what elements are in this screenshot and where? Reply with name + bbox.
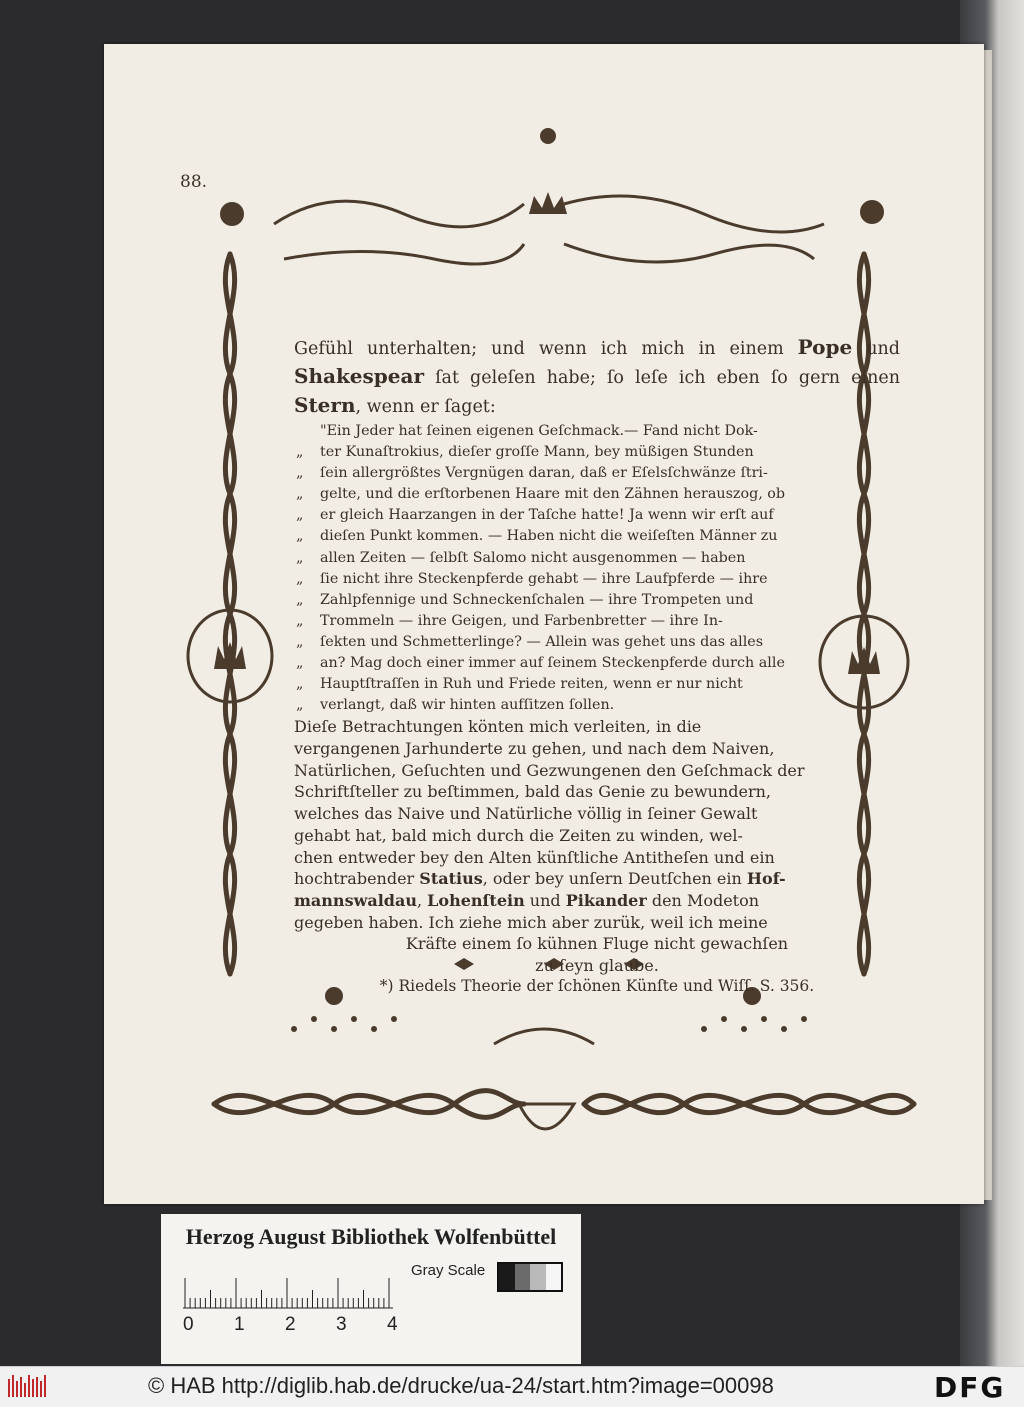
- quote-line-text: ſekten und Schmetterlinge? — Allein was gehet uns das alles: [320, 633, 764, 650]
- quote-line-text: Trommeln — ihre Geigen, und Farbenbretter — ihre In-: [320, 612, 723, 629]
- quote-mark: „: [296, 465, 304, 482]
- name-pikander: Pikander: [565, 890, 647, 910]
- quote-line-text: an? Mag doch einer immer auf ſeinem Steckenpferde durch alle: [320, 655, 785, 672]
- top-right-flower-ornament: [860, 200, 884, 224]
- name-stern: Stern: [294, 393, 356, 417]
- name-statius: Statius: [419, 869, 483, 889]
- main-text-block: [294, 334, 900, 995]
- quote-mark: „: [296, 486, 304, 503]
- quote-line-text: ſie nicht ihre Steckenpferde gehabt — ihre Laufpferde — ihre: [320, 570, 768, 587]
- body-line-text: den Modeton: [651, 890, 760, 910]
- page-number: 88.: [180, 172, 208, 192]
- quote-line-text: allen Zeiten — ſelbſt Salomo nicht ausgenommen — haben: [320, 549, 746, 566]
- body-line-text: ,: [416, 890, 423, 910]
- body-paragraph: [294, 716, 900, 976]
- body-line: Natürlichen, Geſuchten und Gezwungenen den Geſchmack der: [294, 760, 805, 780]
- ruler-number: 0: [183, 1314, 194, 1335]
- quote-line-text: dieſen Punkt kommen. — Haben nicht die weiſeſten Männer zu: [320, 528, 778, 545]
- quote-line: [294, 611, 900, 632]
- body-line: gehabt hat, bald mich durch die Zeiten zu winden, wel-: [294, 825, 743, 845]
- body-line: Kräfte einem ſo kühnen Fluge nicht gewachſen: [405, 934, 789, 954]
- quote-line: [294, 526, 900, 547]
- quote-line-text: verlangt, daß wir hinten aufſitzen ſollen.: [320, 697, 615, 714]
- ruler-number: 4: [387, 1314, 398, 1335]
- body-line: zu ſeyn glaube.: [535, 956, 659, 976]
- ruler-scale: [183, 1258, 403, 1312]
- gray-swatch: [499, 1264, 515, 1290]
- body-line: Dieſe Betrachtungen könten mich verleiten, in die: [294, 717, 702, 737]
- hab-barcode-logo-icon[interactable]: [8, 1375, 48, 1399]
- quote-mark: „: [296, 570, 304, 587]
- quote-mark: „: [296, 633, 304, 650]
- body-line: Schriftſteller zu beſtimmen, bald das Genie zu bewundern,: [294, 782, 772, 802]
- ruler-number: 3: [336, 1314, 347, 1335]
- footer-bar: [0, 1366, 1024, 1407]
- quote-line-text: gelte, und die erſtorbenen Haare mit den Zähnen herauszog, ob: [320, 486, 786, 503]
- name-hof: Hof-: [746, 869, 786, 889]
- quote-mark: „: [296, 549, 304, 566]
- intro-text: Gefühl unterhalten; und wenn ich mich in einem: [294, 339, 784, 359]
- top-crown-ornament: [529, 192, 567, 214]
- quote-line: [294, 653, 900, 674]
- quote-block: [294, 421, 900, 716]
- quote-line: [294, 674, 900, 695]
- quote-mark: „: [296, 655, 304, 672]
- quote-line: [294, 590, 900, 611]
- name-shakespear: Shakespear: [294, 364, 424, 388]
- gray-scale-swatches: [497, 1262, 563, 1292]
- ruler-number: 1: [234, 1314, 245, 1335]
- body-line-text: chen entweder bey den Alten künſtliche Antitheſen und ein: [294, 847, 775, 867]
- body-line: [294, 847, 900, 869]
- library-label-card: [161, 1214, 581, 1364]
- quote-mark: „: [296, 612, 304, 629]
- intro-paragraph: [294, 334, 900, 421]
- gray-swatch: [515, 1264, 531, 1290]
- quote-line-text: Zahlpfennige und Schneckenſchalen — ihre Trompeten und: [320, 591, 754, 608]
- book-page: [104, 44, 984, 1204]
- quote-mark: „: [296, 444, 304, 461]
- intro-text: ſat geleſen habe; ſo leſe ich eben ſo gern einen: [435, 368, 900, 388]
- body-line: vergangenen Jarhunderte zu gehen, und nach dem Naiven,: [294, 739, 775, 759]
- quote-mark: „: [296, 591, 304, 608]
- ruler-number: 2: [285, 1314, 296, 1335]
- body-line: [294, 868, 900, 890]
- quote-line-text: er gleich Haarzangen in der Taſche hatte! Ja wenn wir erſt auf: [320, 507, 774, 524]
- intro-text: , wenn er ſaget:: [355, 397, 496, 417]
- body-line: [294, 890, 900, 912]
- gray-swatch: [530, 1264, 546, 1290]
- name-mannswaldau: mannswaldau: [294, 890, 417, 910]
- library-title: Herzog August Bibliothek Wolfenbüttel: [185, 1224, 557, 1249]
- top-left-flower-ornament: [220, 202, 244, 226]
- quote-mark: „: [296, 676, 304, 693]
- quote-line: [294, 442, 900, 463]
- body-line: gegeben haben. Ich ziehe mich aber zurük, weil ich meine: [294, 912, 768, 932]
- quote-line: [294, 695, 900, 716]
- quote-line: [294, 463, 900, 484]
- gray-scale-label: Gray Scale: [411, 1262, 486, 1279]
- name-pope: Pope: [797, 335, 853, 359]
- quote-line: [294, 421, 900, 442]
- body-line: welches das Naive und Natürliche völlig in ſeiner Gewalt: [294, 804, 758, 824]
- body-line-text: hochtrabender: [294, 869, 415, 889]
- quote-mark: „: [296, 697, 304, 714]
- quote-line: [294, 484, 900, 505]
- dfg-logo[interactable]: DFG: [934, 1371, 1006, 1404]
- quote-line: [294, 548, 900, 569]
- bottom-basket-ornament: [519, 1104, 574, 1129]
- body-line-text: und: [529, 890, 561, 910]
- body-line-text: , oder bey unſern Deutſchen ein: [482, 869, 742, 889]
- quote-line-text: "Ein Jeder hat ſeinen eigenen Geſchmack.— Fand nicht Dok-: [320, 423, 758, 439]
- quote-line-text: Hauptſtraſſen in Ruh und Friede reiten, wenn er nur nicht: [320, 676, 743, 693]
- quote-mark: „: [296, 507, 304, 524]
- quote-line-text: ſein allergrößtes Vergnügen daran, daß er Eſelsſchwänze ſtri-: [320, 465, 768, 482]
- footnote: *) Riedels Theorie der ſchönen Künſte und Wiſſ. S. 356.: [379, 976, 815, 995]
- top-shell-ornament: [540, 128, 556, 144]
- quote-line: [294, 632, 900, 653]
- intro-text: und: [866, 339, 900, 359]
- quote-line: [294, 569, 900, 590]
- ruler-numbers: [183, 1314, 403, 1338]
- name-lohenstein: Lohenſtein: [427, 890, 525, 910]
- gray-swatch: [546, 1264, 562, 1290]
- footer-copyright-link[interactable]: © HAB http://diglib.hab.de/drucke/ua-24/start.htm?image=00098: [148, 1373, 774, 1398]
- quote-line: [294, 505, 900, 526]
- quote-mark: „: [296, 528, 304, 545]
- quote-line-text: ter Kunaſtrokius, dieſer groſſe Mann, bey müßigen Stunden: [320, 444, 754, 461]
